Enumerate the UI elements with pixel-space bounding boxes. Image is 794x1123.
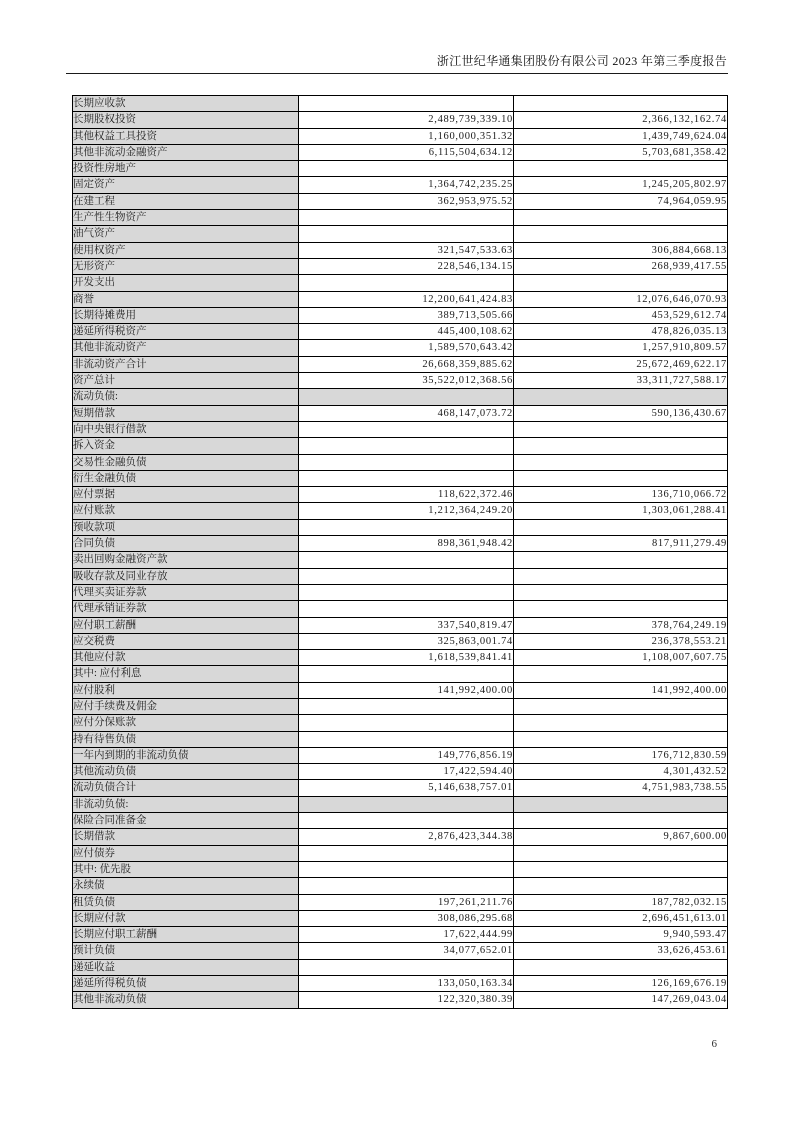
row-amount-previous: 33,626,453.61 (514, 943, 728, 959)
row-amount-current (299, 519, 514, 535)
row-amount-previous (514, 584, 728, 600)
row-amount-current (299, 813, 514, 829)
row-amount-previous (514, 552, 728, 568)
row-amount-current: 26,668,359,885.62 (299, 356, 514, 372)
table-row (73, 682, 728, 698)
row-item-label: 递延所得税资产 (73, 324, 299, 340)
table-row (73, 698, 728, 714)
row-amount-previous: 1,303,061,288.41 (514, 503, 728, 519)
table-row (73, 601, 728, 617)
row-amount-previous: 25,672,469,622.17 (514, 356, 728, 372)
table-row (73, 731, 728, 747)
row-item-label: 拆入资金 (73, 438, 299, 454)
row-item-label: 应付职工薪酬 (73, 617, 299, 633)
table-row (73, 764, 728, 780)
table-row (73, 650, 728, 666)
row-item-label: 保险合同准备金 (73, 813, 299, 829)
row-amount-previous (514, 210, 728, 226)
row-item-label: 应付账款 (73, 503, 299, 519)
row-amount-previous: 817,911,279.49 (514, 536, 728, 552)
row-amount-previous: 33,311,727,588.17 (514, 373, 728, 389)
row-amount-current (299, 421, 514, 437)
row-item-label: 长期应付款 (73, 910, 299, 926)
row-amount-current: 5,146,638,757.01 (299, 780, 514, 796)
row-item-label: 租赁负债 (73, 894, 299, 910)
row-item-label: 长期借款 (73, 829, 299, 845)
table-row (73, 389, 728, 405)
table-row (73, 144, 728, 160)
row-amount-previous: 1,108,007,607.75 (514, 650, 728, 666)
table-row (73, 373, 728, 389)
row-amount-current (299, 470, 514, 486)
row-amount-previous: 4,751,983,738.55 (514, 780, 728, 796)
row-amount-previous (514, 568, 728, 584)
table-row (73, 910, 728, 926)
table-row (73, 927, 728, 943)
table-row (73, 177, 728, 193)
row-amount-current (299, 731, 514, 747)
row-amount-current (299, 715, 514, 731)
row-item-label: 其中: 优先股 (73, 861, 299, 877)
row-item-label: 其他权益工具投资 (73, 128, 299, 144)
row-amount-previous: 4,301,432.52 (514, 764, 728, 780)
row-amount-previous (514, 878, 728, 894)
row-amount-previous: 1,257,910,809.57 (514, 340, 728, 356)
row-amount-previous: 187,782,032.15 (514, 894, 728, 910)
row-amount-current: 321,547,533.63 (299, 242, 514, 258)
row-amount-previous: 9,867,600.00 (514, 829, 728, 845)
row-amount-current: 17,622,444.99 (299, 927, 514, 943)
table-row (73, 796, 728, 812)
row-amount-current (299, 845, 514, 861)
row-item-label: 其他流动负债 (73, 764, 299, 780)
row-amount-previous (514, 698, 728, 714)
row-amount-previous: 5,703,681,358.42 (514, 144, 728, 160)
row-amount-current: 445,400,108.62 (299, 324, 514, 340)
row-item-label: 向中央银行借款 (73, 421, 299, 437)
table-row (73, 813, 728, 829)
row-amount-previous: 590,136,430.67 (514, 405, 728, 421)
row-amount-current (299, 796, 514, 812)
row-amount-previous (514, 845, 728, 861)
row-item-label: 合同负债 (73, 536, 299, 552)
row-amount-previous: 2,366,132,162.74 (514, 112, 728, 128)
row-amount-current: 17,422,594.40 (299, 764, 514, 780)
row-amount-previous (514, 959, 728, 975)
row-amount-current (299, 959, 514, 975)
row-item-label: 使用权资产 (73, 242, 299, 258)
table-row (73, 992, 728, 1008)
row-amount-previous (514, 470, 728, 486)
row-amount-previous (514, 226, 728, 242)
table-row (73, 275, 728, 291)
row-amount-current (299, 584, 514, 600)
row-item-label: 长期应付职工薪酬 (73, 927, 299, 943)
row-amount-current: 468,147,073.72 (299, 405, 514, 421)
table-row (73, 340, 728, 356)
table-row (73, 536, 728, 552)
row-item-label: 长期应收款 (73, 96, 299, 112)
table-row (73, 780, 728, 796)
row-amount-previous (514, 861, 728, 877)
row-amount-current (299, 878, 514, 894)
row-amount-previous: 1,245,205,802.97 (514, 177, 728, 193)
table-row (73, 258, 728, 274)
row-amount-current (299, 666, 514, 682)
row-amount-current (299, 601, 514, 617)
row-item-label: 其中: 应付利息 (73, 666, 299, 682)
row-amount-current: 1,589,570,643.42 (299, 340, 514, 356)
row-item-label: 预收款项 (73, 519, 299, 535)
table-row (73, 943, 728, 959)
row-item-label: 开发支出 (73, 275, 299, 291)
row-item-label: 在建工程 (73, 193, 299, 209)
row-amount-current (299, 389, 514, 405)
table-row (73, 112, 728, 128)
table-row (73, 128, 728, 144)
row-amount-previous: 453,529,612.74 (514, 307, 728, 323)
row-item-label: 应交税费 (73, 633, 299, 649)
row-amount-previous (514, 715, 728, 731)
table-row (73, 324, 728, 340)
table-row (73, 307, 728, 323)
row-item-label: 应付股利 (73, 682, 299, 698)
row-amount-current: 1,160,000,351.32 (299, 128, 514, 144)
row-item-label: 固定资产 (73, 177, 299, 193)
row-item-label: 应付手续费及佣金 (73, 698, 299, 714)
row-item-label: 无形资产 (73, 258, 299, 274)
row-item-label: 应付分保账款 (73, 715, 299, 731)
row-item-label: 卖出回购金融资产款 (73, 552, 299, 568)
row-amount-previous (514, 389, 728, 405)
row-amount-current: 133,050,163.34 (299, 976, 514, 992)
table-row (73, 552, 728, 568)
row-amount-previous: 236,378,553.21 (514, 633, 728, 649)
row-amount-current: 2,876,423,344.38 (299, 829, 514, 845)
table-row (73, 226, 728, 242)
row-amount-current: 12,200,641,424.83 (299, 291, 514, 307)
table-row (73, 421, 728, 437)
row-item-label: 投资性房地产 (73, 161, 299, 177)
row-amount-current: 389,713,505.66 (299, 307, 514, 323)
row-item-label: 其他非流动资产 (73, 340, 299, 356)
row-amount-current: 122,320,380.39 (299, 992, 514, 1008)
table-row (73, 959, 728, 975)
row-item-label: 应付票据 (73, 487, 299, 503)
row-item-label: 商誉 (73, 291, 299, 307)
row-amount-previous: 268,939,417.55 (514, 258, 728, 274)
table-row (73, 568, 728, 584)
report-header-title: 浙江世纪华通集团股份有限公司 2023 年第三季度报告 (436, 54, 727, 68)
row-amount-previous (514, 454, 728, 470)
row-amount-previous: 136,710,066.72 (514, 487, 728, 503)
row-item-label: 资产总计 (73, 373, 299, 389)
table-row (73, 454, 728, 470)
row-amount-previous: 176,712,830.59 (514, 747, 728, 763)
row-amount-current: 228,546,134.15 (299, 258, 514, 274)
row-item-label: 递延所得税负债 (73, 976, 299, 992)
row-amount-current: 197,261,211.76 (299, 894, 514, 910)
row-amount-current: 34,077,652.01 (299, 943, 514, 959)
row-item-label: 交易性金融负债 (73, 454, 299, 470)
balance-sheet-body (73, 96, 728, 1009)
row-amount-current (299, 161, 514, 177)
row-amount-previous (514, 601, 728, 617)
table-row (73, 861, 728, 877)
row-amount-previous: 12,076,646,070.93 (514, 291, 728, 307)
row-amount-current (299, 275, 514, 291)
table-row (73, 193, 728, 209)
table-row (73, 878, 728, 894)
row-amount-current (299, 454, 514, 470)
row-item-label: 流动负债: (73, 389, 299, 405)
table-row (73, 96, 728, 112)
row-item-label: 吸收存款及同业存放 (73, 568, 299, 584)
row-item-label: 递延收益 (73, 959, 299, 975)
row-amount-current (299, 698, 514, 714)
row-item-label: 持有待售负债 (73, 731, 299, 747)
row-item-label: 非流动负债: (73, 796, 299, 812)
row-item-label: 长期股权投资 (73, 112, 299, 128)
row-item-label: 长期待摊费用 (73, 307, 299, 323)
row-amount-current (299, 552, 514, 568)
row-amount-previous: 126,169,676.19 (514, 976, 728, 992)
row-item-label: 非流动资产合计 (73, 356, 299, 372)
table-row (73, 633, 728, 649)
row-amount-current: 337,540,819.47 (299, 617, 514, 633)
row-amount-current: 118,622,372.46 (299, 487, 514, 503)
table-row (73, 715, 728, 731)
balance-sheet-table (72, 95, 728, 1009)
row-amount-previous (514, 813, 728, 829)
row-item-label: 预计负债 (73, 943, 299, 959)
row-amount-current (299, 210, 514, 226)
row-amount-current: 1,212,364,249.20 (299, 503, 514, 519)
table-row (73, 747, 728, 763)
row-amount-previous: 1,439,749,624.04 (514, 128, 728, 144)
row-item-label: 一年内到期的非流动负债 (73, 747, 299, 763)
row-amount-previous (514, 96, 728, 112)
row-amount-previous (514, 275, 728, 291)
row-amount-previous: 478,826,035.13 (514, 324, 728, 340)
row-item-label: 应付债券 (73, 845, 299, 861)
row-amount-previous (514, 438, 728, 454)
table-row (73, 242, 728, 258)
table-row (73, 519, 728, 535)
row-amount-previous: 147,269,043.04 (514, 992, 728, 1008)
row-amount-current: 362,953,975.52 (299, 193, 514, 209)
row-amount-previous (514, 796, 728, 812)
table-row (73, 470, 728, 486)
table-row (73, 356, 728, 372)
table-row (73, 666, 728, 682)
row-amount-current: 898,361,948.42 (299, 536, 514, 552)
row-amount-current: 2,489,739,339.10 (299, 112, 514, 128)
row-amount-current: 308,086,295.68 (299, 910, 514, 926)
row-amount-previous: 378,764,249.19 (514, 617, 728, 633)
row-amount-previous: 2,696,451,613.01 (514, 910, 728, 926)
row-item-label: 生产性生物资产 (73, 210, 299, 226)
row-amount-current: 6,115,504,634.12 (299, 144, 514, 160)
row-amount-current (299, 226, 514, 242)
table-row (73, 894, 728, 910)
row-amount-previous (514, 731, 728, 747)
row-item-label: 短期借款 (73, 405, 299, 421)
row-amount-previous: 141,992,400.00 (514, 682, 728, 698)
row-amount-current: 141,992,400.00 (299, 682, 514, 698)
table-row (73, 829, 728, 845)
row-amount-current (299, 568, 514, 584)
row-amount-previous: 306,884,668.13 (514, 242, 728, 258)
row-amount-current: 1,618,539,841.41 (299, 650, 514, 666)
table-row (73, 976, 728, 992)
table-row (73, 438, 728, 454)
table-row (73, 161, 728, 177)
row-amount-current: 35,522,012,368.56 (299, 373, 514, 389)
row-amount-previous (514, 666, 728, 682)
row-item-label: 其他非流动金融资产 (73, 144, 299, 160)
table-row (73, 503, 728, 519)
row-item-label: 代理买卖证券款 (73, 584, 299, 600)
row-amount-current: 325,863,001.74 (299, 633, 514, 649)
row-amount-previous (514, 421, 728, 437)
row-amount-previous: 9,940,593.47 (514, 927, 728, 943)
row-item-label: 其他应付款 (73, 650, 299, 666)
table-row (73, 291, 728, 307)
row-item-label: 衍生金融负债 (73, 470, 299, 486)
table-row (73, 405, 728, 421)
row-item-label: 其他非流动负债 (73, 992, 299, 1008)
row-item-label: 流动负债合计 (73, 780, 299, 796)
row-amount-current (299, 96, 514, 112)
row-amount-previous (514, 519, 728, 535)
table-row (73, 584, 728, 600)
table-row (73, 210, 728, 226)
row-amount-current: 149,776,856.19 (299, 747, 514, 763)
table-row (73, 845, 728, 861)
row-item-label: 油气资产 (73, 226, 299, 242)
table-row (73, 617, 728, 633)
row-amount-current (299, 861, 514, 877)
row-amount-current (299, 438, 514, 454)
page-number: 6 (711, 1038, 717, 1050)
header-divider (66, 73, 728, 74)
row-amount-previous (514, 161, 728, 177)
table-row (73, 487, 728, 503)
row-amount-current: 1,364,742,235.25 (299, 177, 514, 193)
row-amount-previous: 74,964,059.95 (514, 193, 728, 209)
row-item-label: 永续债 (73, 878, 299, 894)
row-item-label: 代理承销证券款 (73, 601, 299, 617)
